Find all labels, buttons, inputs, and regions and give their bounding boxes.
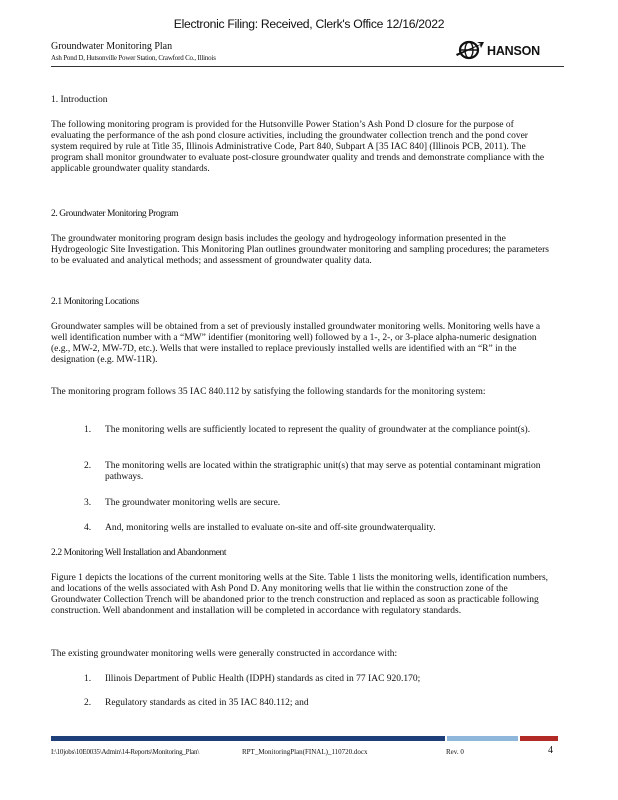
paragraph-monitoring-locations-1: Groundwater samples will be obtained from a set of previously installed groundwater monitoring wells. Monitoring wells have a well identification number with a “MW” identifier (monitoring well) followed by a 1-, 2-, or 3-place alpha-numeric designation (e.g., MW-2, MW-7D, etc.). Wells that were installed to replace previously installed wells are identified with an “R” in the designation (e.g. MW-11R). (51, 322, 541, 365)
list-item-number: 4. (84, 523, 92, 533)
list-item-number: 2. (84, 461, 92, 471)
heading-monitoring-well-installation: 2.2 Monitoring Well Installation and Abandonment (51, 548, 227, 558)
list-item-number: 3. (84, 498, 92, 508)
heading-introduction: 1. Introduction (51, 95, 108, 105)
list-item-text: The monitoring wells are sufficiently located to represent the quality of groundwater at the compliance point(s). (105, 425, 531, 435)
paragraph-monitoring-well-installation-2: The existing groundwater monitoring wells were generally constructed in accordance with: (51, 649, 398, 659)
footer-bar-light-blue (447, 736, 518, 741)
paragraph-groundwater-monitoring-program: The groundwater monitoring program design basis includes the geology and hydrogeology information presented in the Hydrogeologic Site Investigation. This Monitoring Plan outlines groundwater monitoring and sampling procedures; the parameters to be evaluated and analytical methods; and assessment of groundwater quality data. (51, 234, 549, 266)
footer-file-name: RPT_MonitoringPlan(FINAL)_110720.docx (242, 748, 368, 756)
globe-arrow-icon (455, 38, 485, 62)
footer-bar-red (520, 736, 558, 741)
header-subtitle: Ash Pond D, Hutsonville Power Station, Crawford Co., Illinois (51, 54, 216, 62)
paragraph-monitoring-locations-2: The monitoring program follows 35 IAC 840.112 by satisfying the following standards for the monitoring system: (51, 387, 486, 397)
header-rule (51, 66, 564, 67)
list-item-number: 1. (84, 674, 92, 684)
heading-groundwater-monitoring-program: 2. Groundwater Monitoring Program (51, 209, 179, 219)
header-title: Groundwater Monitoring Plan (51, 41, 173, 52)
list-item-number: 1. (84, 425, 92, 435)
page-number: 4 (548, 745, 553, 756)
electronic-filing-stamp: Electronic Filing: Received, Clerk's Office 12/16/2022 (173, 17, 445, 31)
list-item-number: 2. (84, 698, 92, 708)
list-item-text: The groundwater monitoring wells are secure. (105, 498, 281, 508)
footer-revision: Rev. 0 (446, 748, 464, 756)
paragraph-introduction: The following monitoring program is provided for the Hutsonville Power Station’s Ash Pond D closure for the purpose of evaluating the performance of the ash pond closure activities, including the groundwater collection trench and the pond cover system required by rule at Title 35, Illinois Administrative Code, Part 840, Subpart A [35 IAC 840] (Illinois PCB, 2011). The program shall monitor groundwater to evaluate post-closure groundwater quality and trends and demonstrate compliance with the applicable groundwater quality standards. (51, 120, 545, 174)
paragraph-monitoring-well-installation-1: Figure 1 depicts the locations of the current monitoring wells at the Site. Table 1 lists the monitoring wells, identification numbers, and locations of the wells associated with Ash Pond D. Any monitoring wells that lie within the construction zone of the Groundwater Collection Trench will be abandoned prior to the trench construction and replaced as soon as practicable following construction. Well abandonment and installation will be completed in accordance with regulatory standards. (51, 573, 549, 616)
list-item-text: And, monitoring wells are installed to evaluate on-site and off-site groundwaterquality. (105, 523, 436, 533)
heading-monitoring-locations: 2.1 Monitoring Locations (51, 297, 139, 307)
list-item-text: Illinois Department of Public Health (IDPH) standards as cited in 77 IAC 920.170; (105, 674, 421, 684)
footer-bar-navy (51, 736, 445, 741)
hanson-logo (455, 38, 565, 64)
logo-text: HANSON (487, 44, 540, 58)
footer-file-path: I:\10jobs\10E0035\Admin\14-Reports\Monitoring_Plan\ (51, 748, 200, 756)
list-item-text: Regulatory standards as cited in 35 IAC 840.112; and (105, 698, 309, 708)
list-item-text: The monitoring wells are located within the stratigraphic unit(s) that may serve as potential contaminant migration pathways. (105, 461, 541, 482)
